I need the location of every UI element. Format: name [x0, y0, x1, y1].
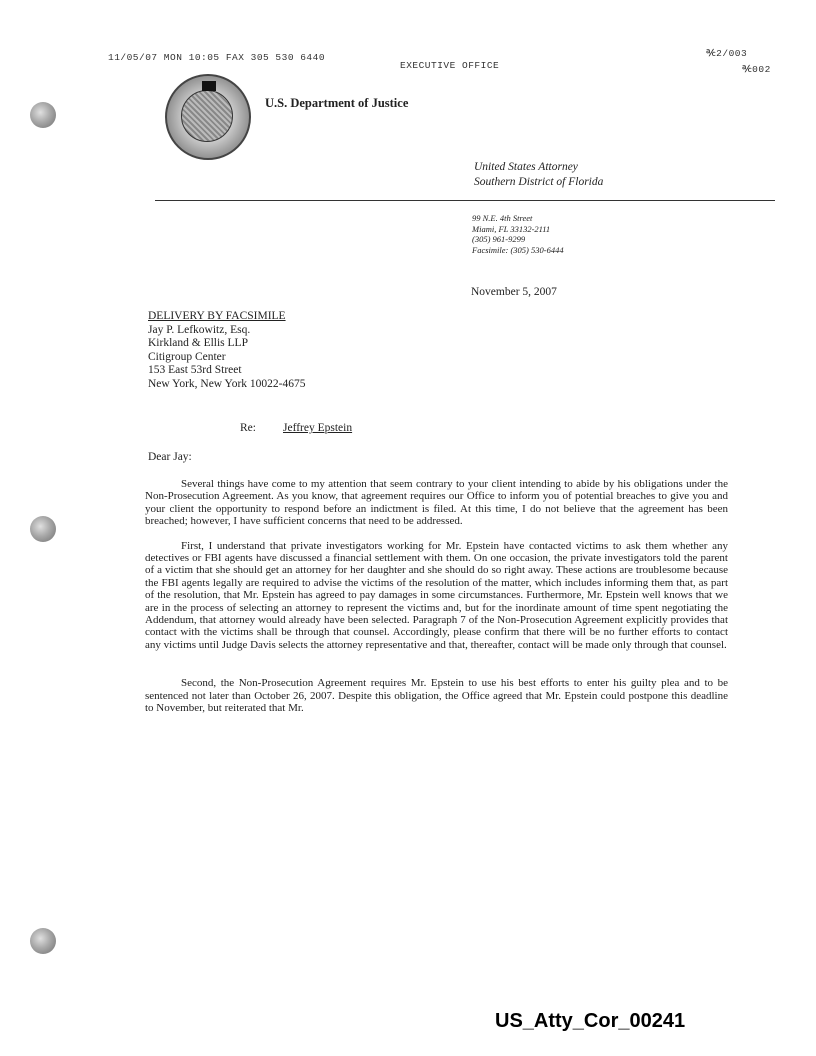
office-district: Southern District of Florida [474, 176, 604, 188]
address-street: 99 N.E. 4th Street [472, 213, 533, 223]
letter-body [145, 478, 728, 715]
department-name: U.S. Department of Justice [265, 96, 409, 110]
fax-page-number-secondary: ℀002 [742, 64, 771, 75]
fax-page-number: ℀2/003 [706, 48, 748, 59]
address-fax: Facsimile: (305) 530-6444 [472, 244, 564, 255]
address-city: Miami, FL 33132-2111 [472, 223, 551, 234]
address-phone: (305) 961-9299 [472, 234, 526, 244]
recipient-block [148, 310, 306, 391]
delivery-method: DELIVERY BY FACSIMILE [148, 310, 286, 322]
office-address [472, 213, 564, 255]
bates-number: US_Atty_Cor_00241 [495, 1010, 686, 1032]
recipient-firm: Kirkland & Ellis LLP [148, 337, 248, 349]
paragraph-first: First, I understand that private investigators working for Mr. Epstein have contacted victims to ask them whether any detectives or FBI agents have discussed a financial settlement with them. On one occasion, the private investigators told the parent of a victim that she should get an attorney for her daughter and she should do so right away. These actions are troublesome because the FBI agents legally are required to advise the victims of the resolution of the matter, which includes informing them that, as part of the resolution, that Mr. Epstein has agreed to pay damages in some circumstances. Furthermore, Mr. Epstein well knows that we are in the process of selecting an attorney to represent the victims and, but for the inordinate amount of time spent negotiating the Addendum, that attorney would already have been selected. Paragraph 7 of the Non-Prosecution Agreement explicitly provides that contact with the victims shall be through that counsel. Accordingly, please confirm that there will be no further efforts to contact any victims until Judge Davis selects the attorney representative and that, thereafter, contact will be made only through that counsel. [145, 539, 728, 651]
office-title: United States Attorney [474, 161, 578, 173]
re-label: Re: [240, 422, 256, 434]
letter-date: November 5, 2007 [471, 286, 557, 298]
paragraph-concerns: Several things have come to my attention that seem contrary to your client intending to abide by his obligations under the Non-Prosecution Agreement. As you know, that agreement requires our Office to inform you of potential breaches to give you and your client the opportunity to respond before an indictment is filed. At this time, I do not believe that the agreement has been breached; however, I have sufficient concerns that need to be addressed. [145, 478, 728, 528]
recipient-street: 153 East 53rd Street [148, 364, 242, 376]
punch-hole-bottom-icon [30, 928, 56, 954]
letterhead-divider [155, 200, 775, 201]
recipient-city: New York, New York 10022-4675 [148, 377, 306, 390]
salutation: Dear Jay: [148, 451, 192, 463]
paragraph-second: Second, the Non-Prosecution Agreement requires Mr. Epstein to use his best efforts to enter his guilty plea and to be sentenced not later than October 26, 2007. Despite this obligation, the Office agreed that Mr. Epstein could postpone this deadline to November, but reiterated that Mr. [145, 677, 728, 715]
re-subject: Jeffrey Epstein [283, 422, 353, 434]
fax-header-office: EXECUTIVE OFFICE [400, 60, 500, 71]
punch-hole-top-icon [30, 102, 56, 128]
recipient-name: Jay P. Lefkowitz, Esq. [148, 323, 251, 336]
doj-seal-icon [165, 74, 251, 160]
punch-hole-middle-icon [30, 516, 56, 542]
recipient-building: Citigroup Center [148, 350, 226, 363]
fax-header-datetime: 11/05/07 MON 10:05 FAX 305 530 6440 [108, 52, 326, 63]
